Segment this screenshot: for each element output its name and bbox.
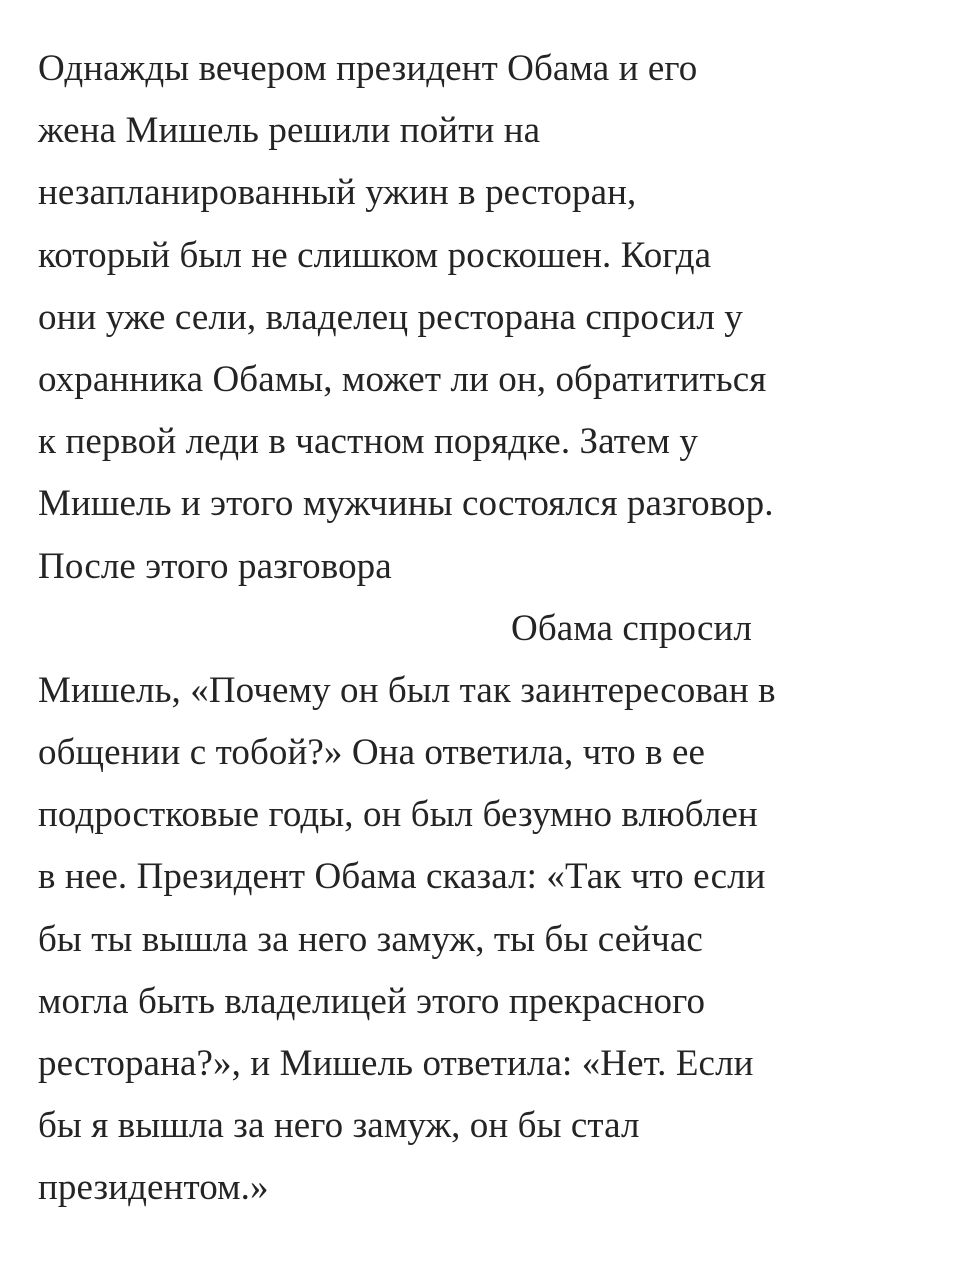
text-line: Обама спросил xyxy=(511,607,752,649)
text-line: который был не слишком роскошен. Когда xyxy=(38,234,712,276)
text-line: Мишель, «Почему он был так заинтересован в xyxy=(38,669,776,711)
text-line: После этого разговора xyxy=(38,545,392,587)
text-line: охранника Обамы, может ли он, обратититься xyxy=(38,358,767,400)
text-line: Мишель и этого мужчины состоялся разговор. xyxy=(38,483,774,525)
text-line: они уже сели, владелец ресторана спросил у xyxy=(38,296,743,338)
text-line: могла быть владелицей этого прекрасного xyxy=(38,980,706,1022)
text-line: общении с тобой?» Она ответила, что в ее xyxy=(38,732,706,774)
text-line: в нее. Президент Обама сказал: «Так что если xyxy=(38,856,766,898)
text-line: к первой леди в частном порядке. Затем у xyxy=(38,421,698,463)
text-line: подростковые годы, он был безумно влюблен xyxy=(38,794,758,836)
text-line: ресторана?», и Мишель ответила: «Нет. Если xyxy=(38,1043,754,1084)
article-text xyxy=(38,38,938,1220)
text-line: бы я вышла за него замуж, он бы стал xyxy=(38,1105,640,1147)
text-line: незапланированный ужин в ресторан, xyxy=(38,172,637,214)
text-line: президентом.» xyxy=(38,1167,269,1209)
text-line: бы ты вышла за него замуж, ты бы сейчас xyxy=(38,918,703,960)
text-line: жена Мишель решили пойти на xyxy=(38,110,541,152)
text-line: Однажды вечером президент Обама и его xyxy=(38,48,698,89)
